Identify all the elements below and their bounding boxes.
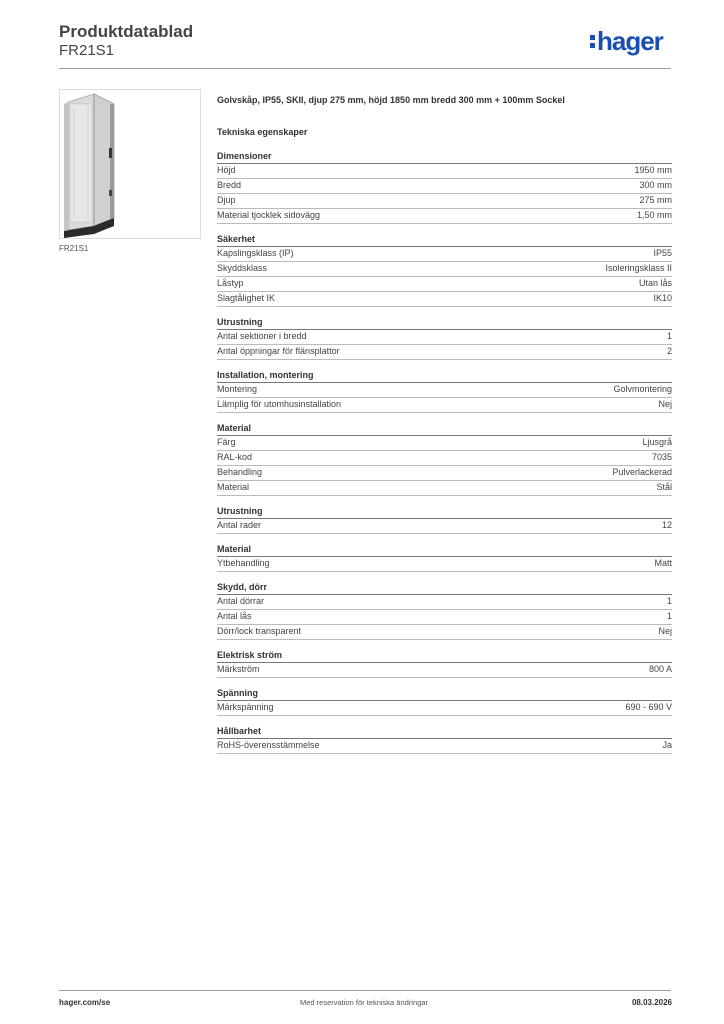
image-caption: FR21S1 bbox=[59, 244, 89, 253]
spec-label: RoHS-överensstämmelse bbox=[217, 740, 320, 750]
section-title: Utrustning bbox=[217, 506, 672, 519]
product-code: FR21S1 bbox=[59, 42, 115, 59]
spec-row bbox=[217, 383, 672, 398]
spec-label: Djup bbox=[217, 195, 236, 205]
spec-value: Matt bbox=[654, 558, 672, 568]
spec-value: 1 bbox=[666, 611, 672, 621]
footer-divider bbox=[59, 990, 671, 991]
section-title: Utrustning bbox=[217, 317, 672, 330]
spec-value: Nej bbox=[658, 399, 672, 409]
spec-row bbox=[217, 519, 672, 534]
spec-value: 690 - 690 V bbox=[625, 702, 672, 712]
spec-value: 1 bbox=[666, 596, 672, 606]
section-title: Dimensioner bbox=[217, 151, 672, 164]
spec-value: Nej bbox=[658, 626, 672, 636]
spec-row bbox=[217, 610, 672, 625]
spec-row bbox=[217, 466, 672, 481]
cabinet-image bbox=[60, 90, 200, 238]
spec-label: Antal lås bbox=[217, 611, 252, 621]
footer-notice: Med reservation för tekniska ändringar bbox=[300, 998, 428, 1007]
tech-heading: Tekniska egenskaper bbox=[217, 127, 308, 137]
spec-label: Låstyp bbox=[217, 278, 244, 288]
spec-label: Antal sektioner i bredd bbox=[217, 331, 307, 341]
spec-label: Behandling bbox=[217, 467, 263, 477]
product-image-frame bbox=[59, 89, 201, 239]
logo-dots-icon bbox=[590, 35, 595, 48]
spec-value: Isoleringsklass II bbox=[605, 263, 672, 273]
page-title: Produktdatablad bbox=[59, 22, 194, 41]
section-title: Hållbarhet bbox=[217, 726, 672, 739]
spec-value: Pulverlackerad bbox=[612, 467, 672, 477]
product-description: Golvskåp, IP55, SKII, djup 275 mm, höjd 1850 mm bredd 300 mm + 100mm Sockel bbox=[217, 95, 565, 105]
spec-label: Antal dörrar bbox=[217, 596, 265, 606]
spec-section bbox=[217, 151, 672, 224]
spec-label: Material tjocklek sidovägg bbox=[217, 210, 321, 220]
spec-row bbox=[217, 625, 672, 640]
spec-section bbox=[217, 688, 672, 716]
spec-value: 1 bbox=[666, 331, 672, 341]
spec-value: Ja bbox=[662, 740, 672, 750]
spec-row bbox=[217, 194, 672, 209]
spec-section bbox=[217, 234, 672, 307]
spec-value: 7035 bbox=[651, 452, 672, 462]
spec-sections bbox=[217, 151, 672, 754]
spec-section bbox=[217, 650, 672, 678]
section-title: Material bbox=[217, 544, 672, 557]
spec-section bbox=[217, 582, 672, 640]
spec-value: 2 bbox=[666, 346, 672, 356]
section-title: Elektrisk ström bbox=[217, 650, 672, 663]
spec-row bbox=[217, 247, 672, 262]
spec-label: Märkström bbox=[217, 664, 260, 674]
spec-value: Utan lås bbox=[638, 278, 672, 288]
spec-label: Kapslingsklass (IP) bbox=[217, 248, 294, 258]
footer-website[interactable]: hager.com/se bbox=[59, 998, 111, 1007]
spec-section bbox=[217, 423, 672, 496]
header-divider bbox=[59, 68, 671, 69]
spec-label: Skyddsklass bbox=[217, 263, 268, 273]
spec-row bbox=[217, 481, 672, 496]
spec-label: Märkspänning bbox=[217, 702, 274, 712]
spec-label: Färg bbox=[217, 437, 236, 447]
section-title: Skydd, dörr bbox=[217, 582, 672, 595]
spec-row bbox=[217, 701, 672, 716]
spec-row bbox=[217, 179, 672, 194]
spec-row bbox=[217, 330, 672, 345]
spec-label: Slagtålighet IK bbox=[217, 293, 276, 303]
logo-text: hager bbox=[597, 26, 663, 56]
spec-row bbox=[217, 739, 672, 754]
spec-row bbox=[217, 398, 672, 413]
spec-label: Dörr/lock transparent bbox=[217, 626, 302, 636]
spec-section bbox=[217, 317, 672, 360]
spec-label: Bredd bbox=[217, 180, 242, 190]
section-title: Spänning bbox=[217, 688, 672, 701]
spec-value: 300 mm bbox=[639, 180, 672, 190]
spec-label: Lämplig för utomhusinstallation bbox=[217, 399, 342, 409]
spec-label: Ytbehandling bbox=[217, 558, 270, 568]
spec-label: RAL-kod bbox=[217, 452, 253, 462]
spec-row bbox=[217, 451, 672, 466]
spec-row bbox=[217, 262, 672, 277]
spec-value: IP55 bbox=[653, 248, 672, 258]
spec-row bbox=[217, 164, 672, 179]
spec-row bbox=[217, 436, 672, 451]
spec-row bbox=[217, 663, 672, 678]
spec-label: Material bbox=[217, 482, 250, 492]
spec-row bbox=[217, 277, 672, 292]
spec-row bbox=[217, 595, 672, 610]
spec-label: Montering bbox=[217, 384, 258, 394]
spec-row bbox=[217, 209, 672, 224]
spec-value: 1950 mm bbox=[634, 165, 672, 175]
spec-label: Höjd bbox=[217, 165, 236, 175]
spec-value: 800 A bbox=[648, 664, 672, 674]
section-title: Material bbox=[217, 423, 672, 436]
spec-value: IK10 bbox=[653, 293, 672, 303]
spec-row bbox=[217, 292, 672, 307]
footer-date: 08.03.2026 bbox=[631, 998, 672, 1007]
spec-label: Antal öppningar för flänsplattor bbox=[217, 346, 340, 356]
spec-content bbox=[217, 95, 672, 764]
spec-label: Antal rader bbox=[217, 520, 262, 530]
spec-value: 275 mm bbox=[639, 195, 672, 205]
spec-value: 12 bbox=[661, 520, 672, 530]
spec-section bbox=[217, 370, 672, 413]
section-title: Säkerhet bbox=[217, 234, 672, 247]
hager-logo bbox=[590, 28, 663, 54]
spec-value: Stål bbox=[656, 482, 672, 492]
spec-section bbox=[217, 544, 672, 572]
spec-value: 1,50 mm bbox=[636, 210, 672, 220]
spec-section bbox=[217, 726, 672, 754]
spec-row bbox=[217, 557, 672, 572]
spec-section bbox=[217, 506, 672, 534]
spec-row bbox=[217, 345, 672, 360]
section-title: Installation, montering bbox=[217, 370, 672, 383]
spec-value: Ljusgrå bbox=[642, 437, 672, 447]
spec-value: Golvmontering bbox=[613, 384, 672, 394]
